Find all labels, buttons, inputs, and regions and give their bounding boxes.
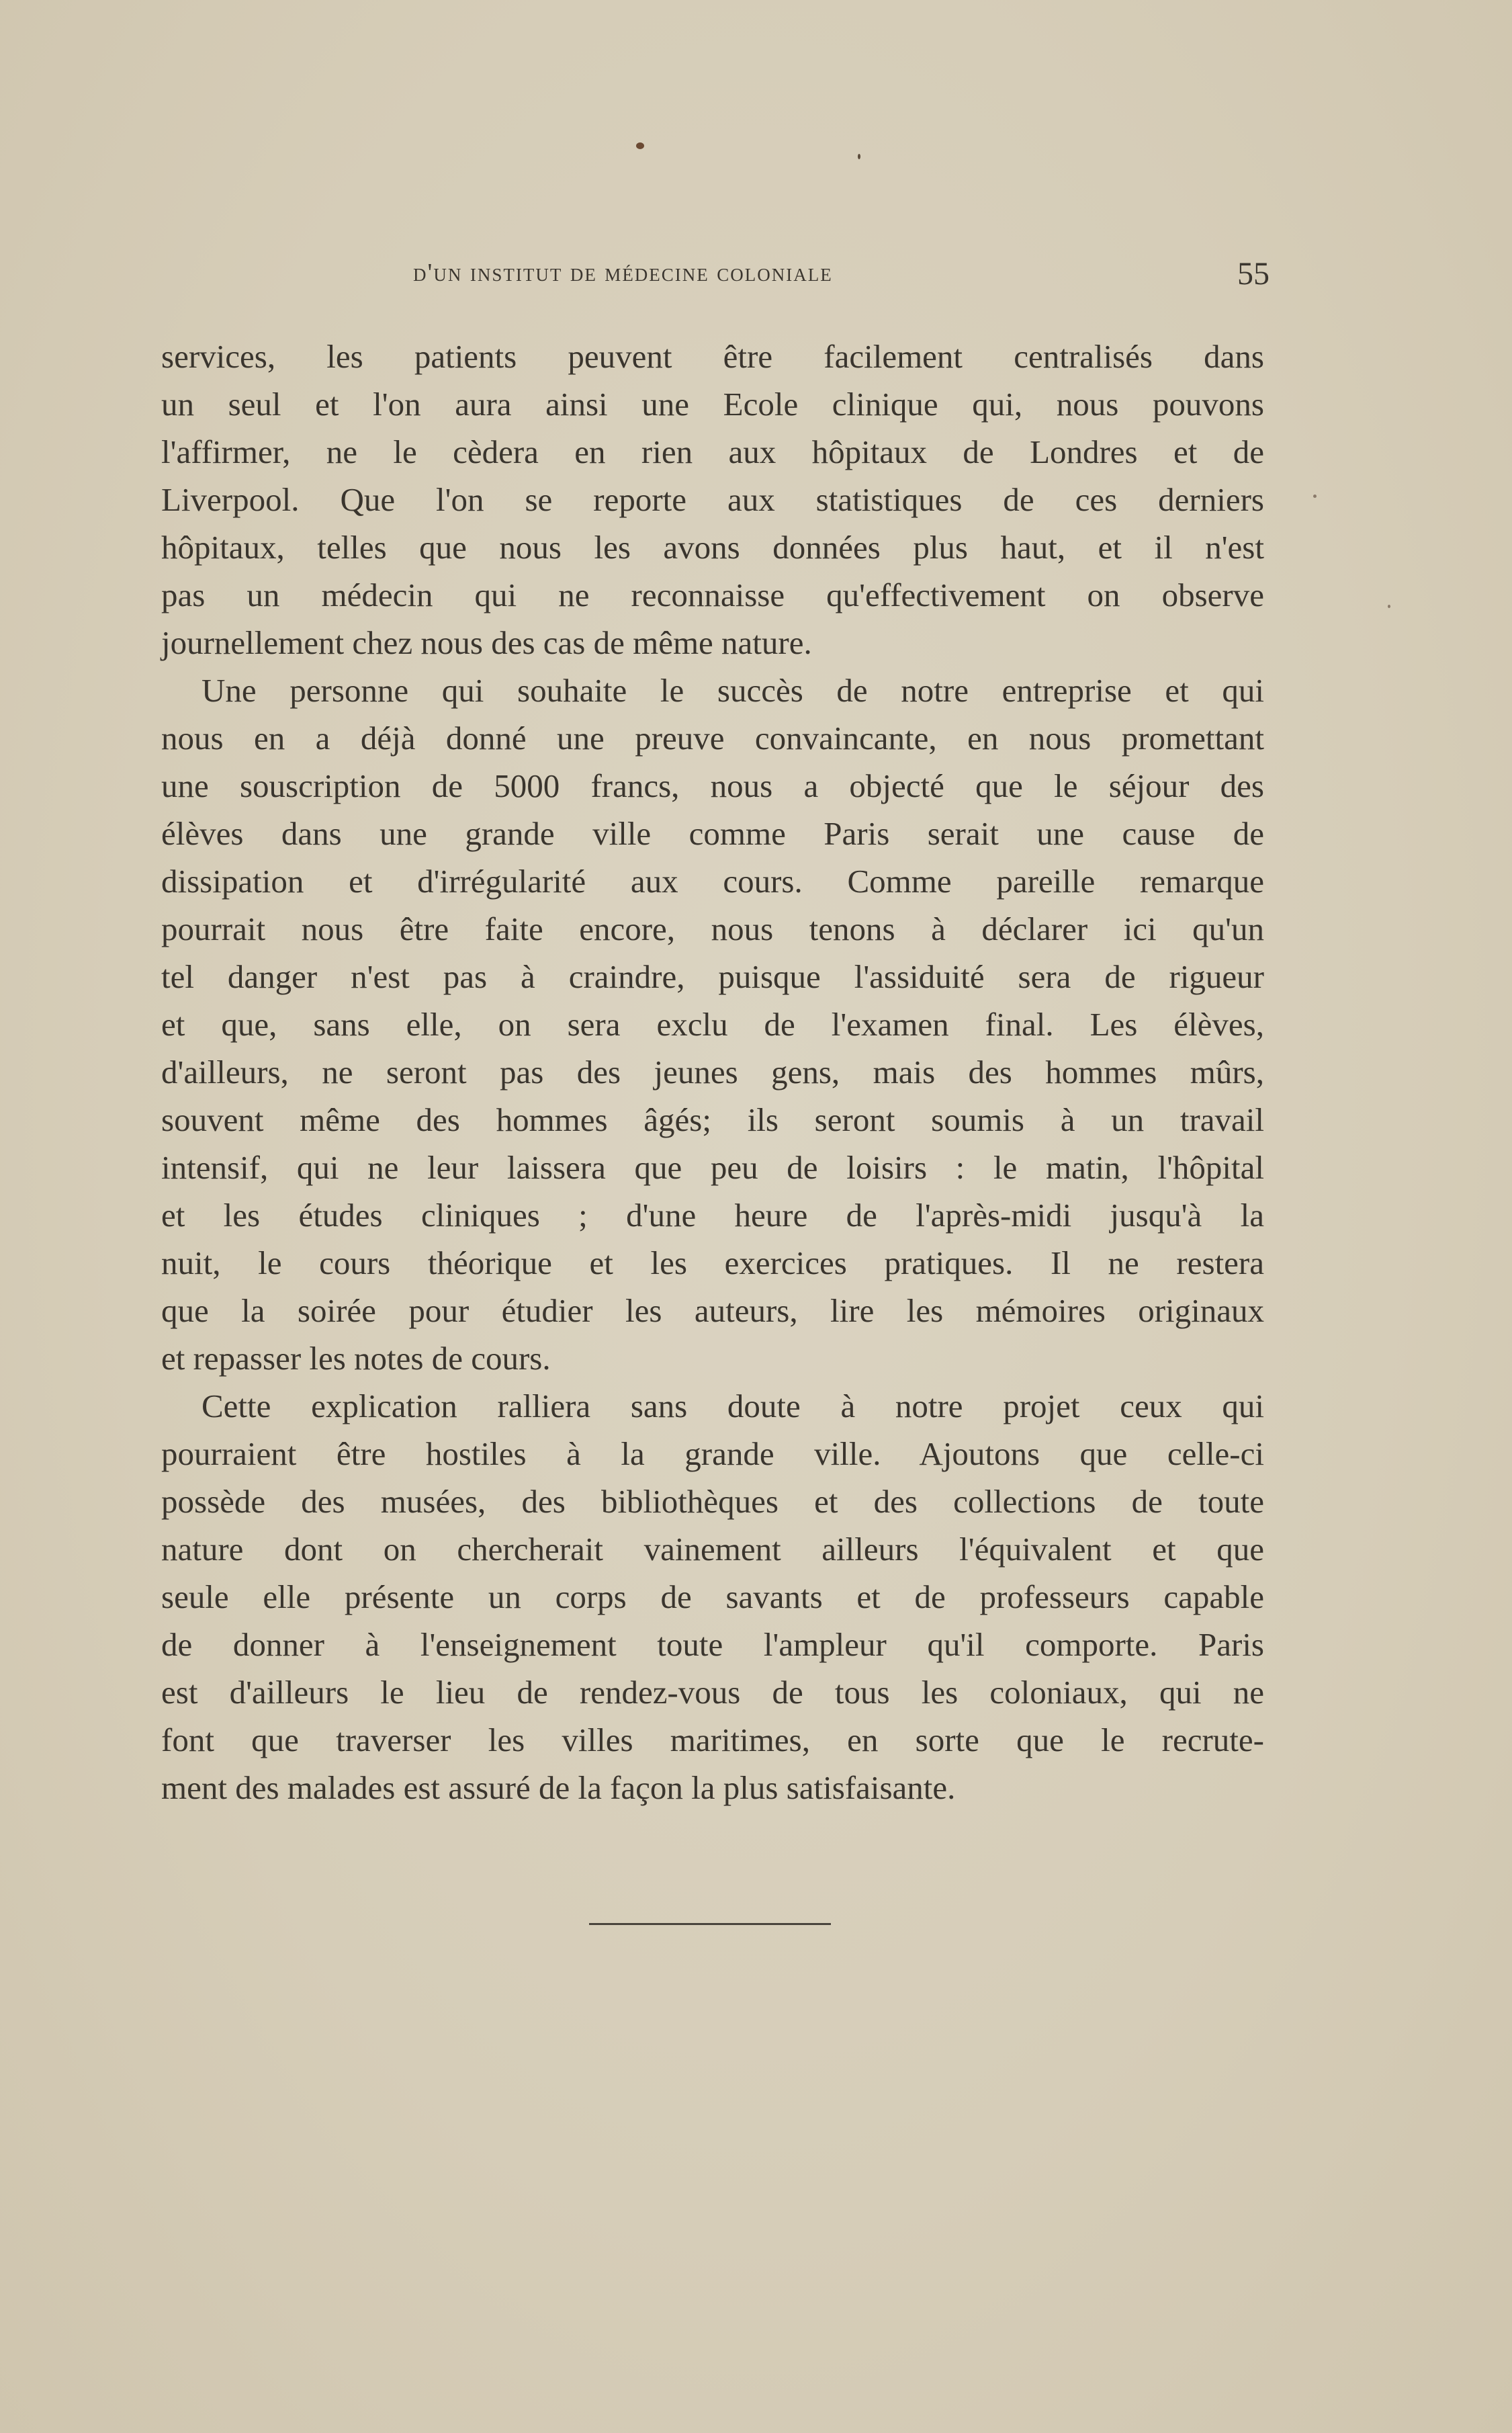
text-line: et repasser les notes de cours. [161, 1340, 551, 1377]
text-line: Une personne qui souhaite le succès de notre entreprise et qui [202, 672, 1264, 709]
ink-speck [858, 154, 860, 159]
text-line: journellement chez nous des cas de même nature. [161, 624, 812, 661]
text-line: hôpitaux, telles que nous les avons données plus haut, et il n'est [161, 529, 1264, 566]
text-line: pourraient être hostiles à la grande ville. Ajoutons que celle-ci [161, 1435, 1264, 1472]
text-line: pas un médecin qui ne reconnaisse qu'effectivement on observe [161, 577, 1264, 613]
text-line: une souscription de 5000 francs, nous a objecté que le séjour des [161, 767, 1264, 804]
text-line: possède des musées, des bibliothèques et des collections de toute [161, 1483, 1264, 1520]
text-line: Liverpool. Que l'on se reporte aux statistiques de ces derniers [161, 481, 1264, 518]
paragraph [161, 667, 1264, 1382]
text-line: pourrait nous être faite encore, nous tenons à déclarer ici qu'un [161, 910, 1264, 947]
text-line: que la soirée pour étudier les auteurs, lire les mémoires originaux [161, 1292, 1264, 1329]
text-line: services, les patients peuvent être facilement centralisés dans [161, 338, 1264, 375]
paragraph [161, 1382, 1264, 1811]
running-title: d'un institut de médecine coloniale [413, 259, 833, 287]
text-line: nous en a déjà donné une preuve convaincante, en nous promettant [161, 720, 1264, 757]
section-end-rule [589, 1923, 831, 1925]
text-line: dissipation et d'irrégularité aux cours. Comme pareille remarque [161, 863, 1264, 900]
text-line: nature dont on chercherait vainement ailleurs l'équivalent et que [161, 1531, 1264, 1568]
text-line: l'affirmer, ne le cèdera en rien aux hôpitaux de Londres et de [161, 433, 1264, 470]
text-line: de donner à l'enseignement toute l'ampleur qu'il comporte. Paris [161, 1626, 1264, 1663]
text-line: et que, sans elle, on sera exclu de l'examen final. Les élèves, [161, 1006, 1264, 1043]
text-line: élèves dans une grande ville comme Paris serait une cause de [161, 815, 1264, 852]
running-header [161, 258, 1270, 296]
text-line: Cette explication ralliera sans doute à notre projet ceux qui [202, 1388, 1264, 1424]
text-line: et les études cliniques ; d'une heure de l'après-midi jusqu'à la [161, 1197, 1264, 1234]
ink-speck [1313, 495, 1317, 498]
text-line: font que traverser les villes maritimes, en sorte que le recrute- [161, 1721, 1264, 1758]
text-line: souvent même des hommes âgés; ils seront soumis à un travail [161, 1101, 1264, 1138]
text-line: d'ailleurs, ne seront pas des jeunes gens, mais des hommes mûrs, [161, 1054, 1264, 1091]
paragraph [161, 333, 1264, 667]
text-line: seule elle présente un corps de savants et de professeurs capable [161, 1578, 1264, 1615]
text-line: est d'ailleurs le lieu de rendez-vous de tous les coloniaux, qui ne [161, 1674, 1264, 1711]
text-line: intensif, qui ne leur laissera que peu de loisirs : le matin, l'hôpital [161, 1149, 1264, 1186]
text-line: tel danger n'est pas à craindre, puisque l'assiduité sera de rigueur [161, 958, 1264, 995]
page-number: 55 [1237, 256, 1270, 292]
text-line: ment des malades est assuré de la façon la plus satisfaisante. [161, 1769, 956, 1806]
body-text [161, 333, 1264, 1811]
ink-speck [636, 142, 644, 149]
ink-speck [1388, 605, 1390, 608]
text-line: nuit, le cours théorique et les exercices pratiques. Il ne restera [161, 1244, 1264, 1281]
text-line: un seul et l'on aura ainsi une Ecole clinique qui, nous pouvons [161, 386, 1264, 423]
